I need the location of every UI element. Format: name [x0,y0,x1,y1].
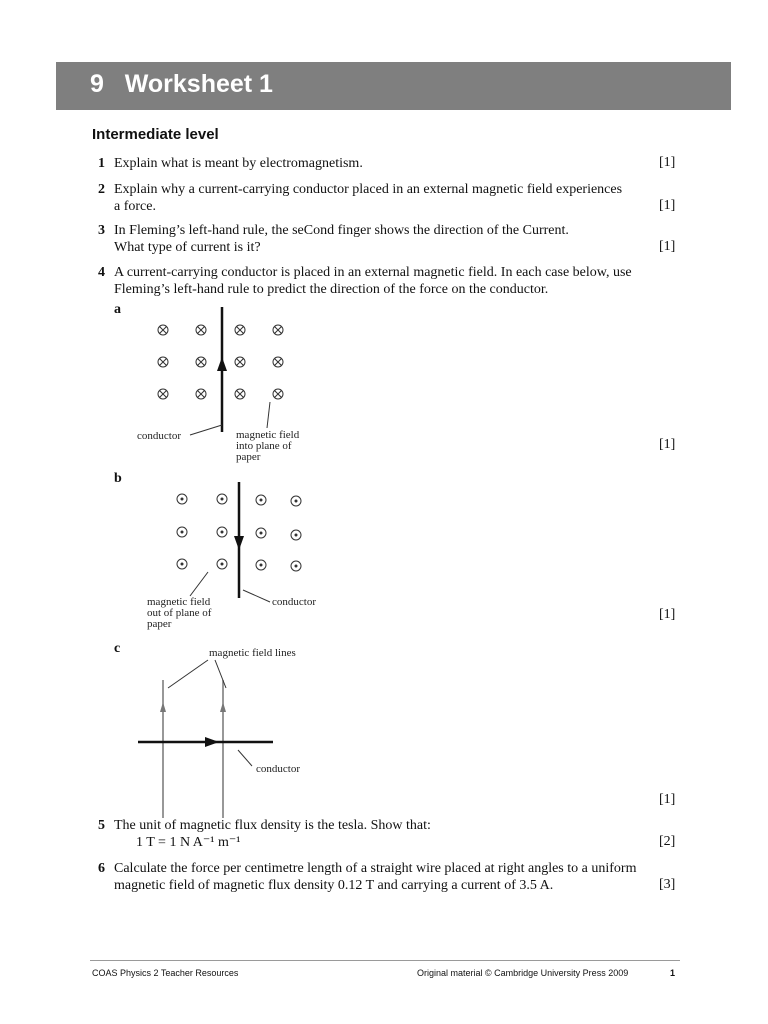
question-text: Explain what is meant by electromagnetism. [114,156,363,171]
part-a-label: a [114,302,121,317]
conductor-pointer [238,750,252,766]
field-label-line3: paper [147,618,172,630]
conductor-label: conductor [272,596,316,608]
question-text-line1: A current-carrying conductor is placed in an external magnetic field. In each case below, use [114,265,632,280]
field-into-page-symbol [158,357,168,367]
field-out-of-page-symbol [256,495,266,505]
field-arrow-2 [220,702,226,712]
diagram-a [137,307,300,463]
mark-4a: [1] [659,437,676,452]
conductor-pointer [190,425,222,435]
field-out-of-page-symbol [217,494,227,504]
field-into-page-symbol [196,325,206,335]
field-lines-label: magnetic field lines [209,647,296,659]
field-out-of-page-symbol [291,530,301,540]
field-into-page-symbol [235,357,245,367]
question-text-line1: Explain why a current-carrying conductor placed in an external magnetic field experiences [114,182,623,197]
conductor-pointer [243,590,270,602]
mark-4c: [1] [659,792,676,807]
question-number: 2 [98,182,105,197]
question-text-line1: Calculate the force per centimetre length of a straight wire placed at right angles to a uniform [114,861,637,876]
label-pointer-2 [215,660,226,688]
mark-q5: [2] [659,834,676,849]
question-number: 3 [98,223,105,238]
current-arrow-down [234,536,244,550]
field-pointer [267,402,270,428]
diagram-b [147,482,316,630]
field-into-page-symbol [273,357,283,367]
mark-q3: [1] [659,239,676,254]
field-label-line2: out of plane of [147,607,212,619]
field-into-page-symbol [158,325,168,335]
current-arrow-up [217,357,227,371]
field-into-page-symbol [158,389,168,399]
question-number: 5 [98,818,105,833]
footer-left: COAS Physics 2 Teacher Resources [92,968,239,978]
conductor-label: conductor [256,763,300,775]
field-into-page-symbol [235,389,245,399]
mark-4b: [1] [659,607,676,622]
question-number: 1 [98,156,105,171]
worksheet-title: 9 Worksheet 1 [90,70,273,98]
part-c-label: c [114,641,121,656]
question-number: 6 [98,861,105,876]
level-heading: Intermediate level [92,126,219,143]
field-out-of-page-symbol [256,560,266,570]
field-label-line1: magnetic field [236,429,300,441]
diagram-c [138,647,300,818]
field-label-line3: paper [236,451,261,463]
part-b-label: b [114,471,122,486]
question-text-line2: Fleming’s left-hand rule to predict the direction of the force on the conductor. [114,282,549,297]
field-into-page-symbol [196,357,206,367]
question-number: 4 [98,265,105,280]
mark-q6: [3] [659,877,676,892]
question-text-line2: What type of current is it? [114,240,261,255]
field-out-of-page-symbol [256,528,266,538]
mark-q2: [1] [659,198,676,213]
field-out-of-page-symbol [177,559,187,569]
question-text-line1: In Fleming’s left-hand rule, the seCond finger shows the direction of the Current. [114,223,569,238]
field-label-line2: into plane of [236,440,292,452]
field-out-of-page-symbol [291,561,301,571]
conductor-label: conductor [137,430,181,442]
field-out-of-page-symbol [177,494,187,504]
current-arrow-right [205,737,219,747]
field-out-of-page-symbol [291,496,301,506]
field-into-page-symbol [273,325,283,335]
footer-copyright: Original material © Cambridge University Press 2009 [417,968,629,978]
question-text-line2: magnetic field of magnetic flux density 0.12 T and carrying a current of 3.5 A. [114,878,554,893]
tesla-formula: 1 T = 1 N A⁻¹ m⁻¹ [136,835,241,850]
field-arrow-1 [160,702,166,712]
field-label-line1: magnetic field [147,596,211,608]
label-pointer-1 [168,660,208,688]
field-into-page-symbol [273,389,283,399]
field-out-of-page-symbol [177,527,187,537]
field-into-page-symbol [235,325,245,335]
field-out-of-page-symbol [217,527,227,537]
field-pointer [190,572,208,596]
page-number: 1 [670,968,676,978]
question-text-line2: a force. [114,199,156,214]
field-out-of-page-symbol [217,559,227,569]
question-text: The unit of magnetic flux density is the tesla. Show that: [114,818,431,833]
field-into-page-symbol [196,389,206,399]
mark-q1: [1] [659,155,676,170]
footer-divider [90,960,680,961]
